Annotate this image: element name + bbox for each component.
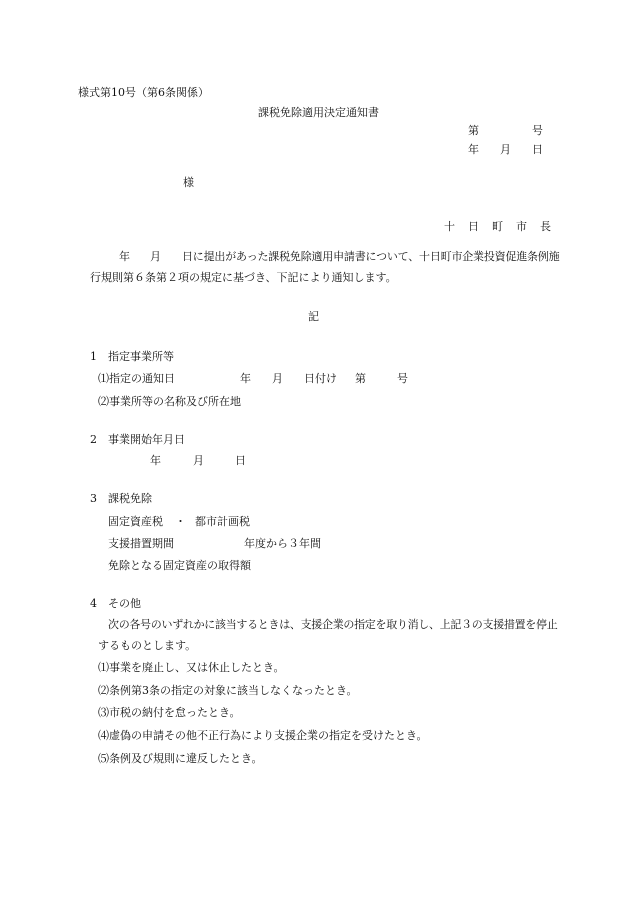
section1-heading: 指定事業所等: [108, 350, 174, 363]
section1-item1-label: ⑴指定の通知日: [98, 372, 175, 385]
section3-exempt-label: 免除となる固定資産の取得額: [108, 559, 251, 572]
section2-nen: 年: [150, 454, 161, 467]
section3-support-label: 支援措置期間: [108, 537, 174, 550]
ki-label: 記: [308, 310, 319, 323]
section1-item1-hitsuke: 日付け: [304, 372, 337, 385]
form-label: 様式第10号（第6条関係）: [78, 86, 209, 99]
section3-heading: 課税免除: [108, 492, 152, 505]
doc-number-dai: 第: [468, 124, 479, 137]
section1-item1-go: 号: [397, 372, 408, 385]
date-hi: 日: [532, 143, 543, 156]
section4-paragraph-line1: 次の各号のいずれかに該当するときは、支援企業の指定を取り消し、上記３の支援措置を停止: [108, 618, 558, 631]
section4-item: ⑶市税の納付を怠ったとき。: [98, 706, 241, 719]
section3-number: 3: [90, 492, 97, 505]
intro-line2: 行規則第６条第２項の規定に基づき、下記により通知します。: [90, 271, 397, 284]
intro-line1: 日に提出があった課税免除適用申請書について、十日町市企業投資促進条例施: [182, 250, 560, 263]
date-tsuki: 月: [500, 143, 511, 156]
section4-item: ⑴事業を廃止し、又は休止したとき。: [98, 661, 285, 674]
intro-nen: 年: [119, 250, 130, 263]
section3-tax-dot: ・: [175, 515, 186, 528]
section4-item: ⑸条例及び規則に違反したとき。: [98, 752, 263, 765]
section4-item: ⑷虚偽の申請その他不正行為により支援企業の指定を受けたとき。: [98, 729, 428, 742]
section1-item1-nen: 年: [240, 372, 251, 385]
section1-number: 1: [90, 350, 97, 363]
document-title: 課税免除適用決定通知書: [258, 106, 379, 119]
section4-paragraph-line2: するものとします。: [98, 639, 197, 652]
section4-item: ⑵条例第3条の指定の対象に該当しなくなったとき。: [98, 684, 358, 697]
doc-number-go: 号: [532, 124, 543, 137]
section3-tax-b: 都市計画税: [195, 515, 250, 528]
section1-item2-label: ⑵事業所等の名称及び所在地: [98, 395, 241, 408]
section1-item1-dai: 第: [355, 372, 366, 385]
issuer-name: 十 日 町 市 長: [444, 220, 552, 233]
section4-number: 4: [90, 597, 97, 610]
section2-hi: 日: [235, 454, 246, 467]
section1-item1-tsuki: 月: [272, 372, 283, 385]
intro-tsuki: 月: [150, 250, 161, 263]
section3-tax-a: 固定資産税: [108, 515, 163, 528]
section2-number: 2: [90, 433, 97, 446]
section2-tsuki: 月: [193, 454, 204, 467]
section2-heading: 事業開始年月日: [108, 433, 185, 446]
section3-support-value: 年度から３年間: [244, 537, 321, 550]
addressee-sama: 様: [183, 176, 194, 189]
date-nen: 年: [468, 143, 479, 156]
section4-heading: その他: [108, 597, 141, 610]
